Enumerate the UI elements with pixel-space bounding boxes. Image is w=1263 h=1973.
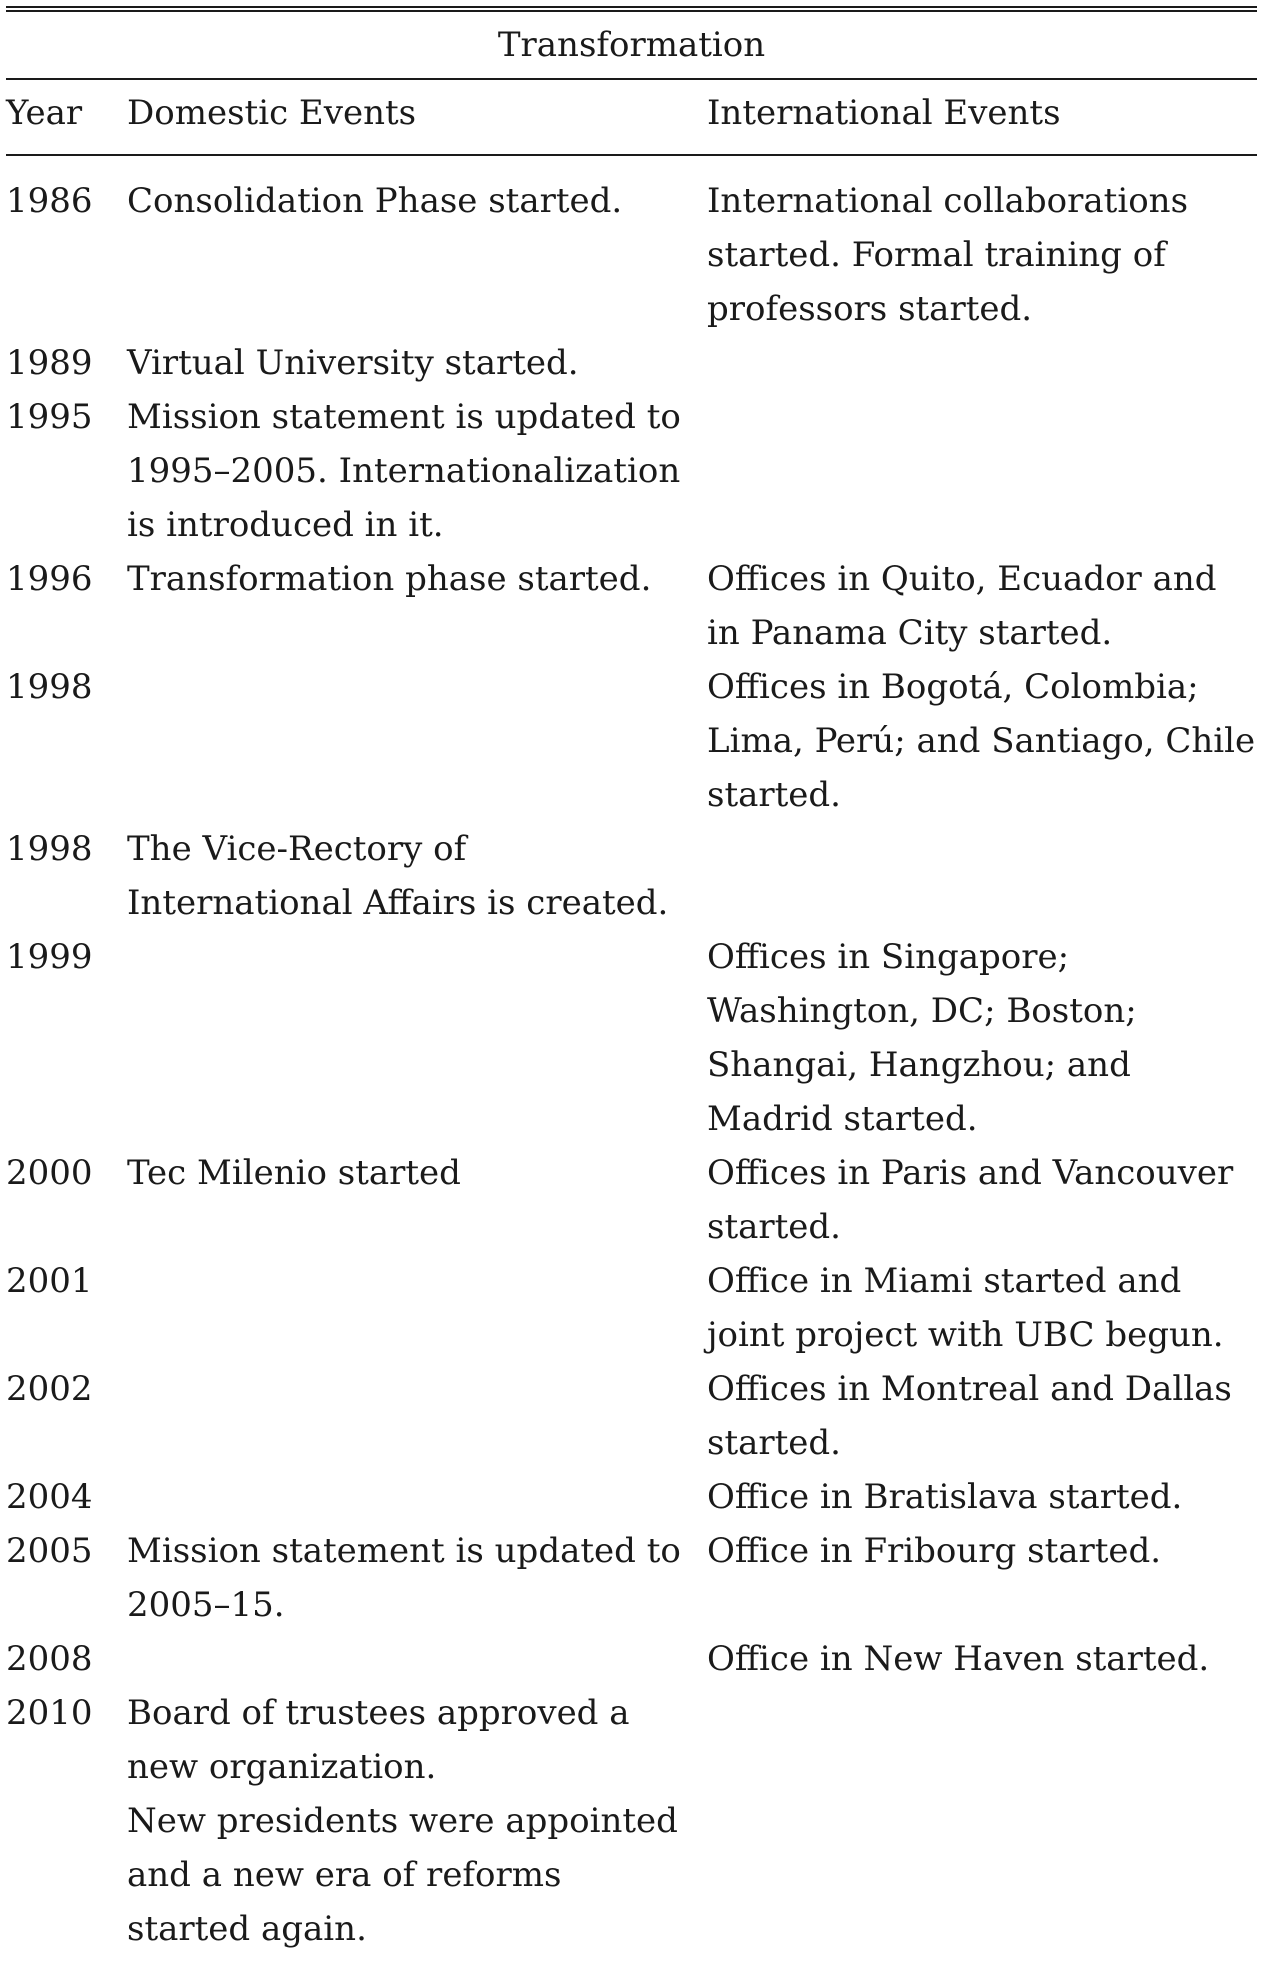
domestic-event-text: The Vice-Rectory of International Affairs is created.	[127, 829, 669, 923]
table-row	[6, 336, 1257, 390]
table-body	[6, 155, 1257, 1956]
header-year: Year	[6, 80, 127, 155]
cell-international	[707, 336, 1257, 390]
domestic-event-text: Transformation phase started.	[127, 559, 652, 599]
page	[0, 6, 1263, 1973]
international-event-text: Offices in Quito, Ecuador and in Panama City started.	[707, 559, 1217, 653]
cell-international	[707, 822, 1257, 930]
cell-year: 2002	[6, 1369, 93, 1409]
cell-international	[707, 155, 1257, 336]
cell-year: 1986	[6, 181, 93, 221]
table-row	[6, 1362, 1257, 1470]
international-event-text: Office in Fribourg started.	[707, 1531, 1162, 1571]
international-event-text: Office in Miami started and joint project with UBC begun.	[707, 1261, 1224, 1355]
international-event-text: Office in Bratislava started.	[707, 1477, 1183, 1517]
cell-domestic	[127, 336, 707, 390]
cell-international	[707, 1146, 1257, 1254]
domestic-event-text: Consolidation Phase started.	[127, 181, 623, 221]
cell-domestic	[127, 1686, 707, 1956]
international-event-text: Offices in Paris and Vancouver started.	[707, 1153, 1234, 1247]
cell-domestic	[127, 660, 707, 822]
cell-international	[707, 552, 1257, 660]
table-row	[6, 822, 1257, 930]
cell-year: 2001	[6, 1261, 93, 1301]
international-event-text: Offices in Bogotá, Colombia; Lima, Perú; and Santiago, Chile started.	[707, 667, 1256, 815]
cell-domestic	[127, 1362, 707, 1470]
cell-domestic	[127, 1524, 707, 1632]
cell-international	[707, 1524, 1257, 1632]
cell-year: 1995	[6, 397, 93, 437]
cell-year: 1996	[6, 559, 93, 599]
international-event-text: International collaborations started. Formal training of professors started.	[707, 181, 1189, 329]
domestic-event-text: Tec Milenio started	[127, 1153, 461, 1193]
table-row	[6, 1146, 1257, 1254]
domestic-event-text: Board of trustees approved a new organization.	[127, 1693, 630, 1787]
cell-domestic	[127, 822, 707, 930]
domestic-event-text: Mission statement is updated to 1995–2005. Internationalization is introduced in it.	[127, 397, 681, 545]
cell-year: 2008	[6, 1639, 93, 1679]
international-event-text: Offices in Montreal and Dallas started.	[707, 1369, 1232, 1463]
domestic-event-text: New presidents were appointed and a new era of reforms started again.	[127, 1801, 678, 1949]
table-row	[6, 1254, 1257, 1362]
cell-domestic	[127, 552, 707, 660]
table-row	[6, 390, 1257, 552]
cell-year: 1989	[6, 343, 93, 383]
cell-year: 1999	[6, 937, 93, 977]
cell-year: 2000	[6, 1153, 93, 1193]
events-table	[6, 80, 1257, 1956]
table-row	[6, 930, 1257, 1146]
cell-domestic	[127, 1254, 707, 1362]
cell-international	[707, 390, 1257, 552]
cell-year: 1998	[6, 667, 93, 707]
cell-international	[707, 1362, 1257, 1470]
cell-domestic	[127, 155, 707, 336]
international-event-text: Offices in Singapore; Washington, DC; Boston; Shangai, Hangzhou; and Madrid started.	[707, 937, 1137, 1139]
cell-international	[707, 660, 1257, 822]
header-row	[6, 80, 1257, 155]
international-event-text: Office in New Haven started.	[707, 1639, 1210, 1679]
table-row	[6, 155, 1257, 336]
cell-domestic	[127, 1146, 707, 1254]
table-row	[6, 1470, 1257, 1524]
cell-international	[707, 930, 1257, 1146]
domestic-event-text: Virtual University started.	[127, 343, 579, 383]
table-row	[6, 552, 1257, 660]
cell-domestic	[127, 1632, 707, 1686]
cell-year: 2004	[6, 1477, 93, 1517]
table-row	[6, 1686, 1257, 1956]
cell-domestic	[127, 1470, 707, 1524]
header-domestic: Domestic Events	[127, 80, 707, 155]
cell-international	[707, 1470, 1257, 1524]
header-international: International Events	[707, 80, 1257, 155]
cell-international	[707, 1254, 1257, 1362]
cell-year: 1998	[6, 829, 93, 869]
cell-international	[707, 1686, 1257, 1956]
cell-year: 2005	[6, 1531, 93, 1571]
domestic-event-text: Mission statement is updated to 2005–15.	[127, 1531, 681, 1625]
table-row	[6, 1524, 1257, 1632]
cell-domestic	[127, 390, 707, 552]
table-row	[6, 1632, 1257, 1686]
cell-domestic	[127, 930, 707, 1146]
cell-international	[707, 1632, 1257, 1686]
table-row	[6, 660, 1257, 822]
table-title: Transformation	[497, 25, 766, 65]
cell-year: 2010	[6, 1693, 93, 1733]
